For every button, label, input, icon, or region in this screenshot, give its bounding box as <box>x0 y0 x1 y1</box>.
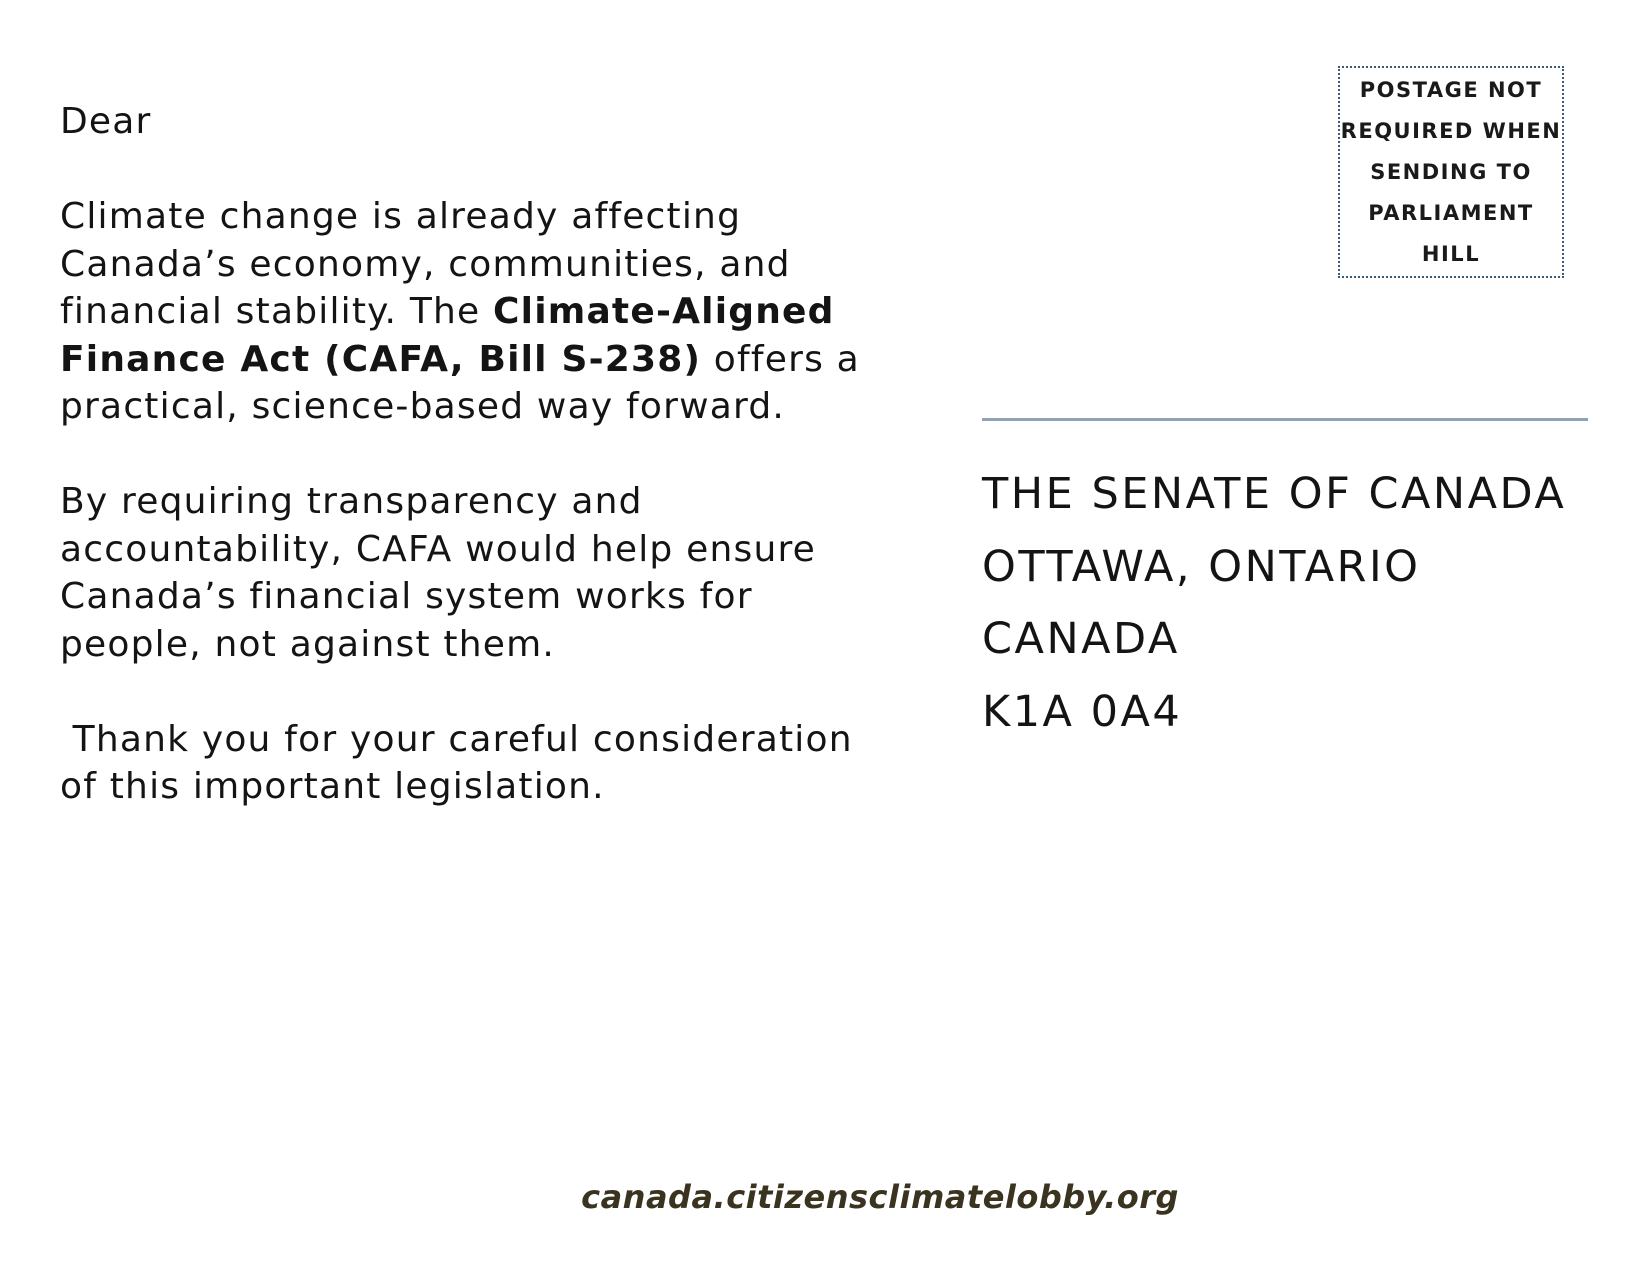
salutation: Dear <box>60 101 152 142</box>
letter-paragraph-3: Thank you for your careful consideration of this important legislation. <box>60 718 866 807</box>
letter-paragraph-1 <box>60 193 860 431</box>
address-line-recipient: THE SENATE OF CANADA <box>982 469 1567 519</box>
address-line-city: OTTAWA, ONTARIO <box>982 541 1421 592</box>
paragraph-1-text-end: offers a practical, science-based way forward. <box>60 338 860 427</box>
letter-body <box>60 98 866 811</box>
address-line-postal-code: K1A 0A4 <box>982 686 1183 737</box>
postage-note: POSTAGE NOT REQUIRED WHEN SENDING TO PARLIAMENT HILL <box>1340 77 1562 266</box>
mailing-address <box>982 458 1642 748</box>
letter-paragraph-2: By requiring transparency and accountability, CAFA would help ensure Canada’s financial system works for people, not against them. <box>60 481 817 665</box>
paragraph-1-text-start: Climate change is already affecting Canada’s economy, communities, and financial stability. The <box>60 196 791 332</box>
address-line-country: CANADA <box>982 614 1180 664</box>
website-url: canada.citizensclimatelobby.org <box>581 1178 1179 1216</box>
bill-name: Climate-Aligned Finance Act (CAFA, Bill S-238) <box>60 291 835 380</box>
postage-stamp-box <box>1338 66 1564 278</box>
address-divider <box>982 418 1588 421</box>
